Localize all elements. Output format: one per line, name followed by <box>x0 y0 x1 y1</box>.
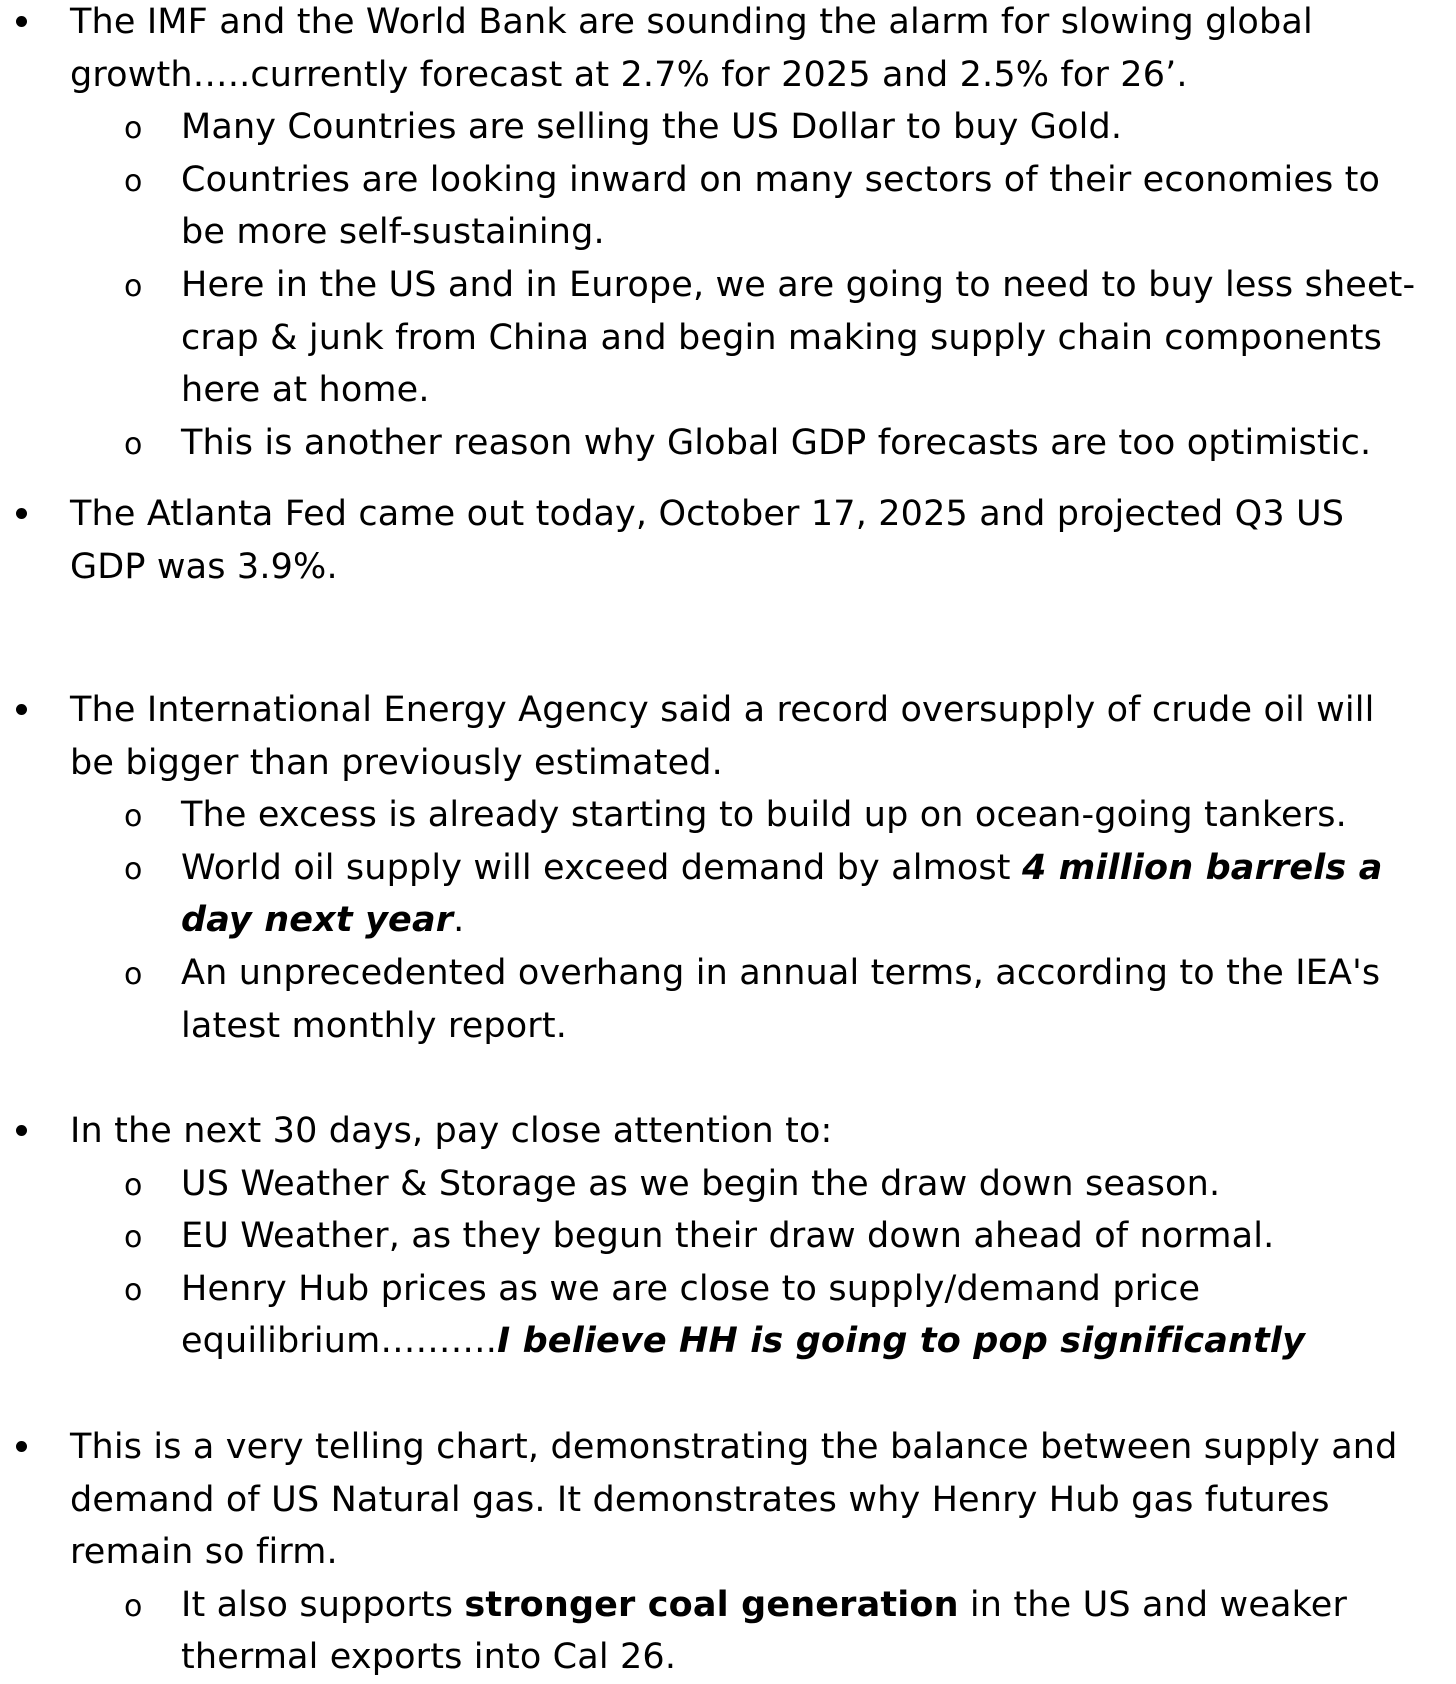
sub-bullet-marker: o <box>124 111 143 147</box>
sub-item-text: This is another reason why Global GDP forecasts are too optimistic. <box>181 422 1372 463</box>
bullet-text: This is a very telling chart, demonstrating the balance between supply and demand of US Natural gas. It demonstrates why Henry Hub gas futures remain so firm. <box>70 1427 1398 1573</box>
sub-bullet-marker: o <box>124 851 143 887</box>
emphasis-text: I believe HH is going to pop significantly <box>497 1321 1306 1362</box>
bullet-dot <box>16 704 27 715</box>
sub-item-text: Countries are looking inward on many sectors of their economies to be more self-sustaining. <box>181 159 1381 253</box>
sub-bullet-marker: o <box>124 163 143 199</box>
sub-bullet-marker: o <box>124 426 143 462</box>
sub-item <box>0 1158 1420 1211</box>
sub-item-text: US Weather & Storage as we begin the draw down season. <box>181 1163 1221 1204</box>
sub-item <box>0 259 1420 417</box>
sub-list <box>0 101 1420 469</box>
sub-list <box>0 1158 1420 1368</box>
sub-item <box>0 417 1420 470</box>
sub-item <box>0 1210 1420 1263</box>
sub-item-text-after: . <box>453 900 465 941</box>
bullet-text: In the next 30 days, pay close attention to: <box>70 1111 833 1151</box>
bullet-dot <box>16 16 27 27</box>
sub-item-text: The excess is already starting to build up on ocean-going tankers. <box>181 795 1347 836</box>
sub-item-text: An unprecedented overhang in annual terms, according to the IEA's latest monthly report. <box>181 952 1381 1046</box>
bullet-iea-oversupply <box>0 684 1420 1052</box>
sub-item-text: Many Countries are selling the US Dollar to buy Gold. <box>181 107 1123 148</box>
sub-item <box>0 101 1420 154</box>
bullet-atlanta-fed <box>0 488 1420 593</box>
bullet-text: The Atlanta Fed came out today, October 17, 2025 and projected Q3 US GDP was 3.9%. <box>70 494 1345 587</box>
sub-item-text: EU Weather, as they begun their draw down ahead of normal. <box>181 1216 1275 1257</box>
sub-item <box>0 1579 1420 1684</box>
bullet-natural-gas-chart <box>0 1421 1420 1684</box>
sub-bullet-marker: o <box>124 1167 143 1203</box>
bullet-text: The International Energy Agency said a record oversupply of crude oil will be bigger than previously estimated. <box>70 690 1375 783</box>
sub-bullet-marker: o <box>124 1272 143 1308</box>
sub-item-text: Here in the US and in Europe, we are going to need to buy less sheet-crap & junk from China and begin making supply chain components here at home. <box>181 264 1416 411</box>
sub-bullet-marker: o <box>124 1220 143 1256</box>
bullet-dot <box>16 1441 27 1452</box>
bullet-dot <box>16 508 27 519</box>
sub-item <box>0 947 1420 1052</box>
sub-list <box>0 1579 1420 1684</box>
sub-item-text-after: in the US and weaker thermal exports into Cal 26. <box>181 1584 1347 1678</box>
sub-item-text-before: World oil supply will exceed demand by almost <box>181 847 1022 888</box>
sub-bullet-marker: o <box>124 956 143 992</box>
bullet-global-growth <box>0 0 1420 469</box>
sub-bullet-marker: o <box>124 1588 143 1624</box>
sub-bullet-marker: o <box>124 799 143 835</box>
sub-item-text-before: It also supports <box>181 1584 465 1625</box>
sub-bullet-marker: o <box>124 268 143 304</box>
sub-item <box>0 789 1420 842</box>
sub-item-text-before: Henry Hub prices as we are close to supply/demand price equilibrium………. <box>181 1268 1201 1362</box>
sub-item <box>0 154 1420 259</box>
emphasis-text: 4 million barrels a day next year <box>181 847 1383 941</box>
bullet-next-30-days <box>0 1105 1420 1368</box>
sub-list <box>0 789 1420 1052</box>
sub-item <box>0 1263 1420 1368</box>
emphasis-text: stronger coal generation <box>464 1584 959 1625</box>
bullet-dot <box>16 1125 27 1136</box>
bullet-text: The IMF and the World Bank are sounding the alarm for slowing global growth…..currently forecast at 2.7% for 2025 and 2.5% for 26’. <box>70 2 1313 95</box>
sub-item <box>0 842 1420 947</box>
